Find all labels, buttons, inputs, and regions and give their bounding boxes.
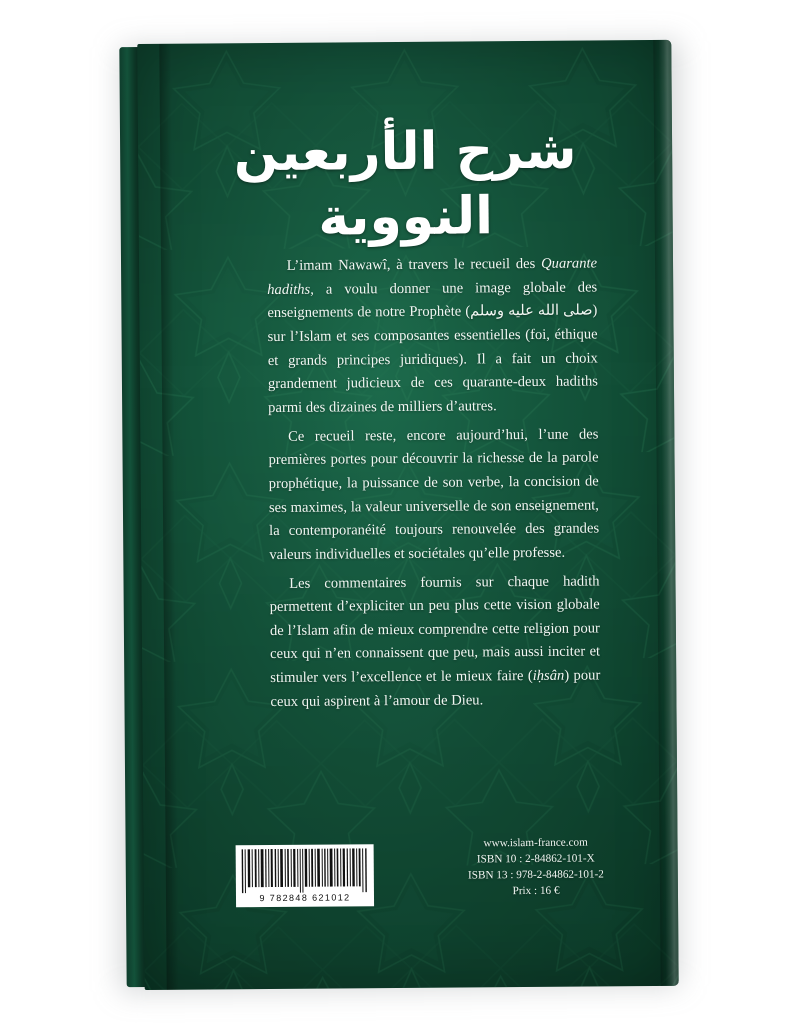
price: Prix : 16 €	[512, 884, 560, 898]
back-cover-blurb	[267, 252, 601, 714]
publisher-website: www.islam-france.com	[483, 836, 588, 850]
book-back-cover	[119, 40, 682, 990]
isbn-13: ISBN 13 : 978-2-84862-101-2	[467, 868, 604, 882]
blurb-paragraph-1: L’imam Nawawî, à travers le recueil des Quarante hadiths, a voulu donner une image globale des enseignements de notre Prophète (صلى الله عليه وسلم) sur l’Islam et ses composantes essentielles (foi, éthique et grands principes juridiques). Il a fait un choix grandement judicieux de ces quarante-deux hadiths parmi des dizaines de milliers d’autres.	[267, 255, 599, 416]
barcode-digits: 9 782848 621012	[259, 892, 351, 904]
isbn-10: ISBN 10 : 2-84862-101-X	[476, 852, 595, 866]
blurb-paragraph-2: Ce recueil reste, encore aujourd’hui, l’une des premières portes pour découvrir la richesse de la parole prophétique, la puissance de son verbe, la concision de ses maximes, la valeur universelle de son enseignement, la contemporanéité toujours renouvelée des grandes valeurs individuelles et sociétales qu’elle professe.	[268, 426, 600, 563]
barcode-bars	[241, 848, 369, 893]
imprint-block	[468, 834, 604, 899]
barcode	[236, 844, 374, 907]
blurb-paragraph-3: Les commentaires fournis sur chaque hadith permettent d’expliciter un peu plus cette vision globale de l’Islam afin de mieux comprendre cette religion pour ceux qui n’en connaissent que peu, mais aussi inciter et stimuler vers l’excellence et le mieux faire (iḥsân) pour ceux qui aspirent à l’amour de Dieu.	[269, 572, 601, 710]
cover-face	[137, 40, 678, 990]
arabic-calligraphy-title: شرح الأربعين النووية	[233, 120, 577, 248]
